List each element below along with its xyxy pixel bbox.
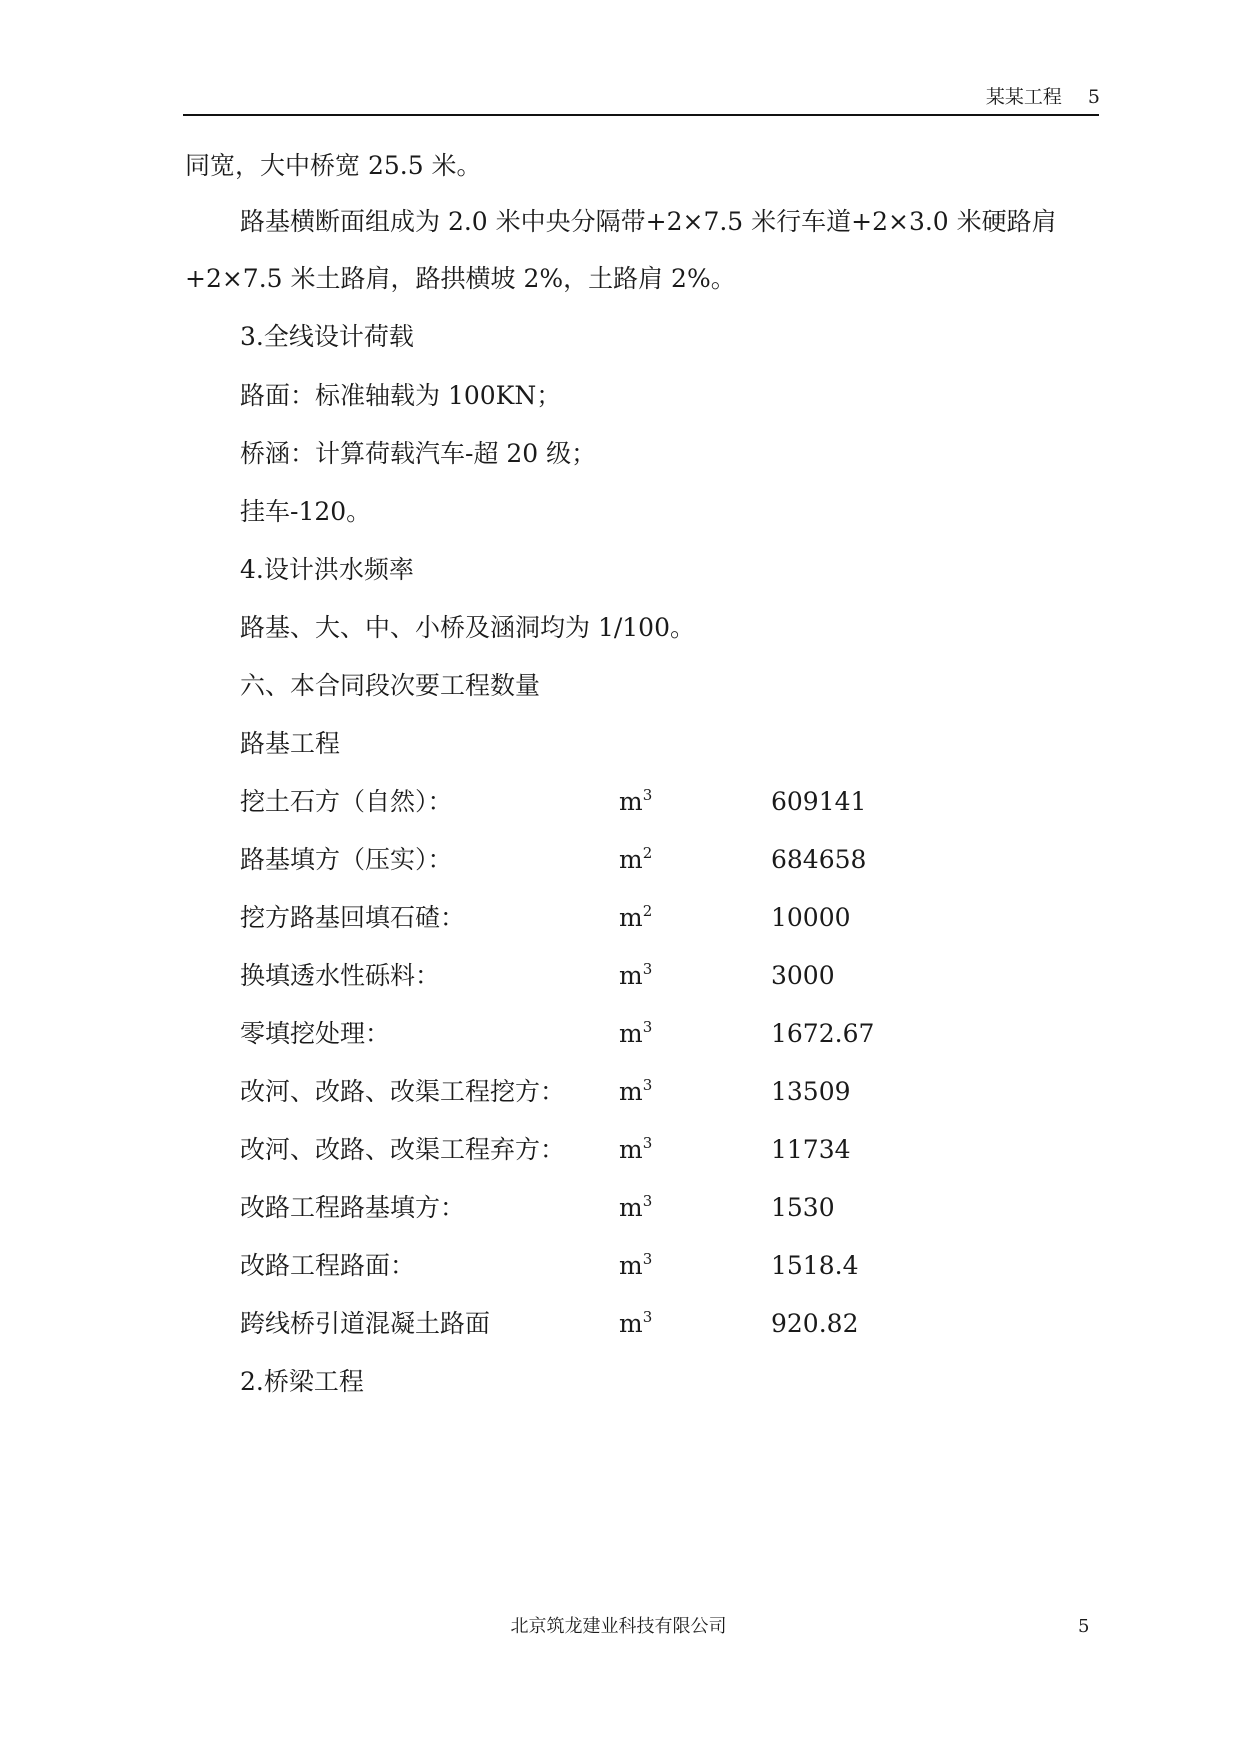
body-line: 同宽，大中桥宽 25.5 米。 <box>185 151 482 180</box>
quantity-unit: $m^3$ <box>619 1076 653 1106</box>
quantity-unit: $m^2$ <box>619 902 653 932</box>
quantity-unit: $m^2$ <box>619 844 653 874</box>
table-row <box>0 1135 1241 1165</box>
header-text <box>986 86 1100 108</box>
footer-page-number: 5 <box>1078 1616 1090 1637</box>
unit-power: 3 <box>642 1192 653 1210</box>
table-row <box>0 1193 1241 1223</box>
table-row <box>0 903 1241 933</box>
table-row <box>0 845 1241 875</box>
page-header <box>185 86 1100 116</box>
header-page-number: 5 <box>1087 86 1100 108</box>
quantity-unit: $m^3$ <box>619 1134 653 1164</box>
quantity-unit: $m^3$ <box>619 960 653 990</box>
quantity-unit: $m^3$ <box>619 1308 653 1338</box>
table-row <box>0 1077 1241 1107</box>
table-row <box>0 787 1241 817</box>
quantity-item: 改河、改路、改渠工程挖方： <box>240 1077 566 1106</box>
quantity-unit: $m^3$ <box>619 786 653 816</box>
quantity-item: 改路工程路面： <box>240 1251 416 1280</box>
quantity-value: 1530 <box>771 1193 835 1222</box>
quantity-item: 挖方路基回填石碴： <box>240 903 466 932</box>
quantity-item: 改河、改路、改渠工程弃方： <box>240 1135 566 1164</box>
quantity-item: 挖土石方（自然）： <box>240 787 453 816</box>
quantity-value: 609141 <box>771 787 867 816</box>
table-row <box>0 961 1241 991</box>
body-line: +2×7.5 米土路肩，路拱横坡 2%，土路肩 2%。 <box>185 264 736 293</box>
unit-power: 3 <box>642 960 653 978</box>
quantity-value: 920.82 <box>771 1309 859 1338</box>
table-row <box>0 1309 1241 1339</box>
unit-power: 3 <box>642 786 653 804</box>
body-line: 挂车-120。 <box>240 497 372 526</box>
quantity-unit: $m^3$ <box>619 1018 653 1048</box>
quantity-unit: $m^3$ <box>619 1250 653 1280</box>
unit-power: 2 <box>642 902 653 920</box>
subsection-heading: 路基工程 <box>240 729 341 758</box>
header-rule <box>183 114 1099 116</box>
body-line: 路基、大、中、小桥及涵洞均为 1/100。 <box>240 613 695 642</box>
quantity-unit: $m^3$ <box>619 1192 653 1222</box>
quantity-item: 跨线桥引道混凝土路面 <box>240 1309 491 1338</box>
unit-power: 3 <box>642 1018 653 1036</box>
unit-power: 3 <box>642 1076 653 1094</box>
quantity-value: 684658 <box>771 845 867 874</box>
footer-company: 北京筑龙建业科技有限公司 <box>510 1616 727 1637</box>
unit-power: 2 <box>642 844 653 862</box>
quantity-value: 1518.4 <box>771 1251 859 1280</box>
body-line: 桥涵：计算荷载汽车-超 20 级； <box>240 439 597 468</box>
quantity-value: 1672.67 <box>771 1019 875 1048</box>
header-title: 某某工程 <box>985 86 1062 108</box>
quantity-value: 13509 <box>771 1077 851 1106</box>
body-line: 路基横断面组成为 2.0 米中央分隔带+2×7.5 米行车道+2×3.0 米硬路肩 <box>240 207 1057 236</box>
quantity-item: 改路工程路基填方： <box>240 1193 466 1222</box>
quantity-value: 11734 <box>771 1135 851 1164</box>
unit-power: 3 <box>642 1308 653 1326</box>
quantity-item: 零填挖处理： <box>240 1019 391 1048</box>
section-heading: 六、本合同段次要工程数量 <box>240 671 541 700</box>
quantity-value: 3000 <box>771 961 835 990</box>
section-heading: 2.桥梁工程 <box>240 1367 364 1396</box>
quantity-value: 10000 <box>771 903 851 932</box>
unit-power: 3 <box>642 1250 653 1268</box>
table-row <box>0 1019 1241 1049</box>
quantity-item: 路基填方（压实）： <box>240 845 453 874</box>
table-row <box>0 1251 1241 1281</box>
section-heading: 3.全线设计荷载 <box>240 322 414 351</box>
unit-power: 3 <box>642 1134 653 1152</box>
body-line: 路面：标准轴载为 100KN； <box>240 381 562 410</box>
section-heading: 4.设计洪水频率 <box>240 555 414 584</box>
quantity-item: 换填透水性砾料： <box>240 961 441 990</box>
